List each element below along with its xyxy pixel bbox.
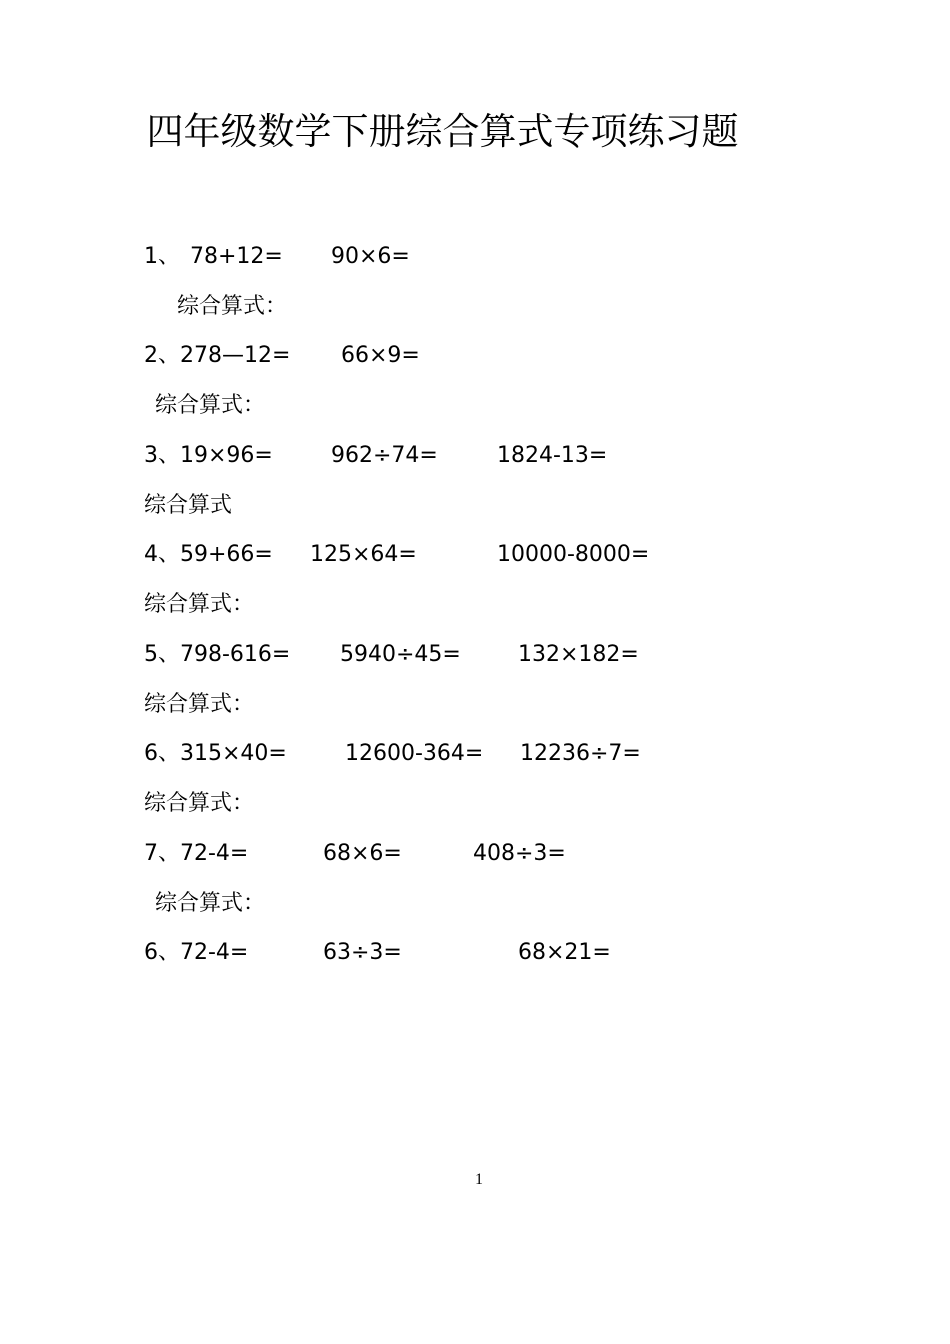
- expression: 68×6=: [323, 841, 402, 866]
- combined-formula-label: 综合算式: [144, 493, 233, 518]
- expression: 78+12=: [190, 244, 283, 269]
- page-title: 四年级数学下册综合算式专项练习题: [146, 110, 739, 153]
- expression: 5940÷45=: [340, 642, 461, 667]
- expression: 125×64=: [310, 542, 417, 567]
- expression: 132×182=: [518, 642, 639, 667]
- expression: 19×96=: [180, 443, 273, 468]
- expression: 90×6=: [331, 244, 410, 269]
- problem-number: 1、: [144, 244, 180, 269]
- expression: 798-616=: [180, 642, 291, 667]
- expression: 63÷3=: [323, 940, 402, 965]
- page-number: 1: [475, 1171, 483, 1188]
- problem-number: 2、: [144, 343, 180, 368]
- expression: 68×21=: [518, 940, 611, 965]
- problem-number: 3、: [144, 443, 180, 468]
- expression: 12600-364=: [345, 741, 484, 766]
- problem-number: 7、: [144, 841, 180, 866]
- expression: 10000-8000=: [497, 542, 650, 567]
- problem-number: 5、: [144, 642, 180, 667]
- expression: 278—12=: [180, 343, 291, 368]
- problem-number: 6、: [144, 741, 180, 766]
- expression: 66×9=: [341, 343, 420, 368]
- expression: 59+66=: [180, 542, 273, 567]
- expression: 12236÷7=: [520, 741, 641, 766]
- problem-number: 4、: [144, 542, 180, 567]
- expression: 72-4=: [180, 940, 249, 965]
- combined-formula-label: 综合算式：: [155, 891, 266, 916]
- combined-formula-label: 综合算式：: [177, 294, 288, 319]
- expression: 72-4=: [180, 841, 249, 866]
- combined-formula-label: 综合算式：: [155, 393, 266, 418]
- expression: 1824-13=: [497, 443, 608, 468]
- expression: 408÷3=: [473, 841, 566, 866]
- expression: 315×40=: [180, 741, 287, 766]
- expression: 962÷74=: [331, 443, 438, 468]
- combined-formula-label: 综合算式：: [144, 692, 255, 717]
- problem-number: 6、: [144, 940, 180, 965]
- combined-formula-label: 综合算式：: [144, 592, 255, 617]
- combined-formula-label: 综合算式：: [144, 791, 255, 816]
